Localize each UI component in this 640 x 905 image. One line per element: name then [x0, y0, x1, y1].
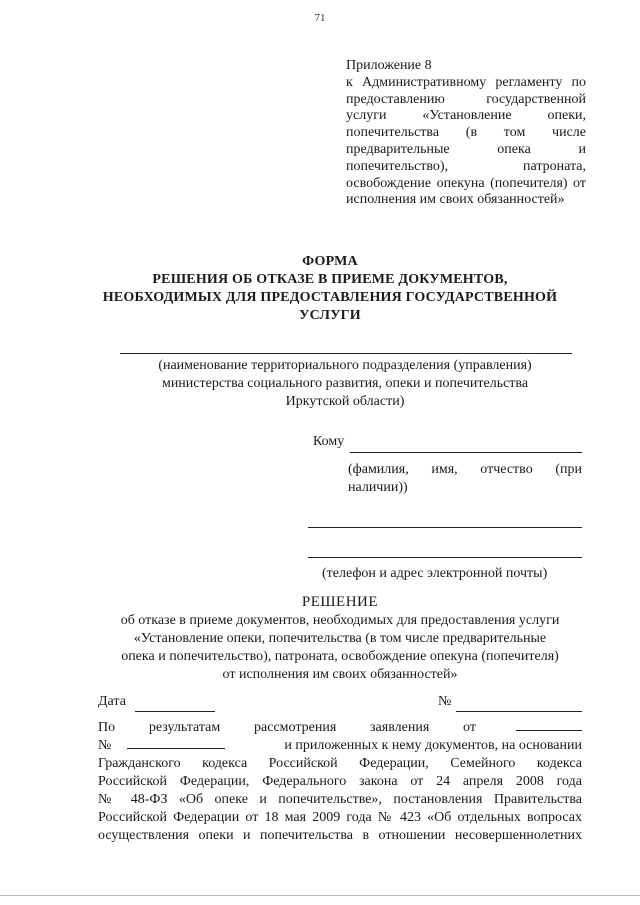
page-number: 71: [314, 12, 326, 24]
number-label: №: [438, 694, 452, 709]
date-blank[interactable]: [135, 711, 215, 712]
body-word-from: от: [463, 720, 476, 735]
date-label: Дата: [98, 694, 126, 709]
body-from-group: [463, 719, 582, 737]
application-number-blank[interactable]: [127, 748, 225, 749]
body-word-results: результатам: [148, 720, 221, 735]
form-title-line-3: НЕОБХОДИМЫХ ДЛЯ ПРЕДОСТАВЛЕНИЯ ГОСУДАРСТВЕННОЙ: [102, 290, 558, 305]
organization-caption-line-1: (наименование территориального подразделения (управления): [158, 358, 532, 373]
body-line-3: Гражданского кодекса Российской Федерации, Семейного кодекса: [98, 756, 582, 771]
decision-subtitle-line-3: опека и попечительство), патроната, освобождение опекуна (попечителя): [121, 649, 559, 664]
organization-caption-line-2: министерства социального развития, опеки и попечительства: [161, 376, 529, 391]
decision-subtitle-line-2: «Установление опеки, попечительства (в том числе предварительные: [133, 631, 547, 646]
organization-caption-line-3: Иркутской области): [285, 394, 405, 409]
decision-subtitle-line-4: от исполнения им своих обязанностей»: [222, 667, 458, 682]
appendix-heading: Приложение 8: [346, 58, 432, 73]
body-line-7: осуществления опеки и попечительства в отношении несовершеннолетних: [98, 828, 582, 843]
to-label: Кому: [313, 434, 345, 449]
appendix-block: [346, 58, 586, 209]
body-word-review: рассмотрения: [254, 720, 337, 735]
body-line-2: [98, 737, 582, 755]
number-blank[interactable]: [456, 711, 582, 712]
body-line-5: № 48-ФЗ «Об опеке и попечительстве», постановления Правительства: [98, 792, 582, 807]
decision-subtitle-line-1: об отказе в приеме документов, необходимых для предоставления услуги: [120, 613, 560, 628]
form-title-line-1: ФОРМА: [302, 254, 358, 269]
form-title-line-2: РЕШЕНИЯ ОБ ОТКАЗЕ В ПРИЕМЕ ДОКУМЕНТОВ,: [152, 272, 508, 287]
body-word-application: заявления: [370, 720, 430, 735]
recipient-name-blank[interactable]: [350, 452, 582, 453]
scan-edge-divider: [0, 895, 640, 896]
organization-name-blank[interactable]: [120, 353, 572, 354]
body-line-6: Российской Федерации от 18 мая 2009 года № 423 «Об отдельных вопросах: [98, 810, 582, 825]
body-line-4: Российской Федерации, Федерального закона от 24 апреля 2008 года: [98, 774, 582, 789]
recipient-name-caption-line-2: наличии)): [348, 480, 408, 495]
form-title-line-4: УСЛУГИ: [299, 308, 361, 323]
recipient-address-blank[interactable]: [308, 527, 582, 528]
appendix-body: к Административному регламенту по предоставлению государственной услуги «Установление опеки, попечительства (в том числе предварительные опека и попечительство), патроната, освобождение опекуна (попечителя) от исполнения им своих обязанностей»: [346, 74, 586, 208]
application-date-blank[interactable]: [516, 730, 582, 731]
body-line-1: [98, 719, 582, 737]
body-word-po: По: [98, 720, 116, 735]
recipient-contact-blank[interactable]: [308, 557, 582, 558]
body-number-sign: №: [98, 738, 112, 753]
decision-title: РЕШЕНИЕ: [301, 594, 379, 610]
recipient-name-caption-line-1: (фамилия, имя, отчество (при: [348, 462, 582, 477]
contact-caption: (телефон и адрес электронной почты): [322, 566, 548, 581]
body-line-2-text: и приложенных к нему документов, на основании: [284, 738, 582, 753]
